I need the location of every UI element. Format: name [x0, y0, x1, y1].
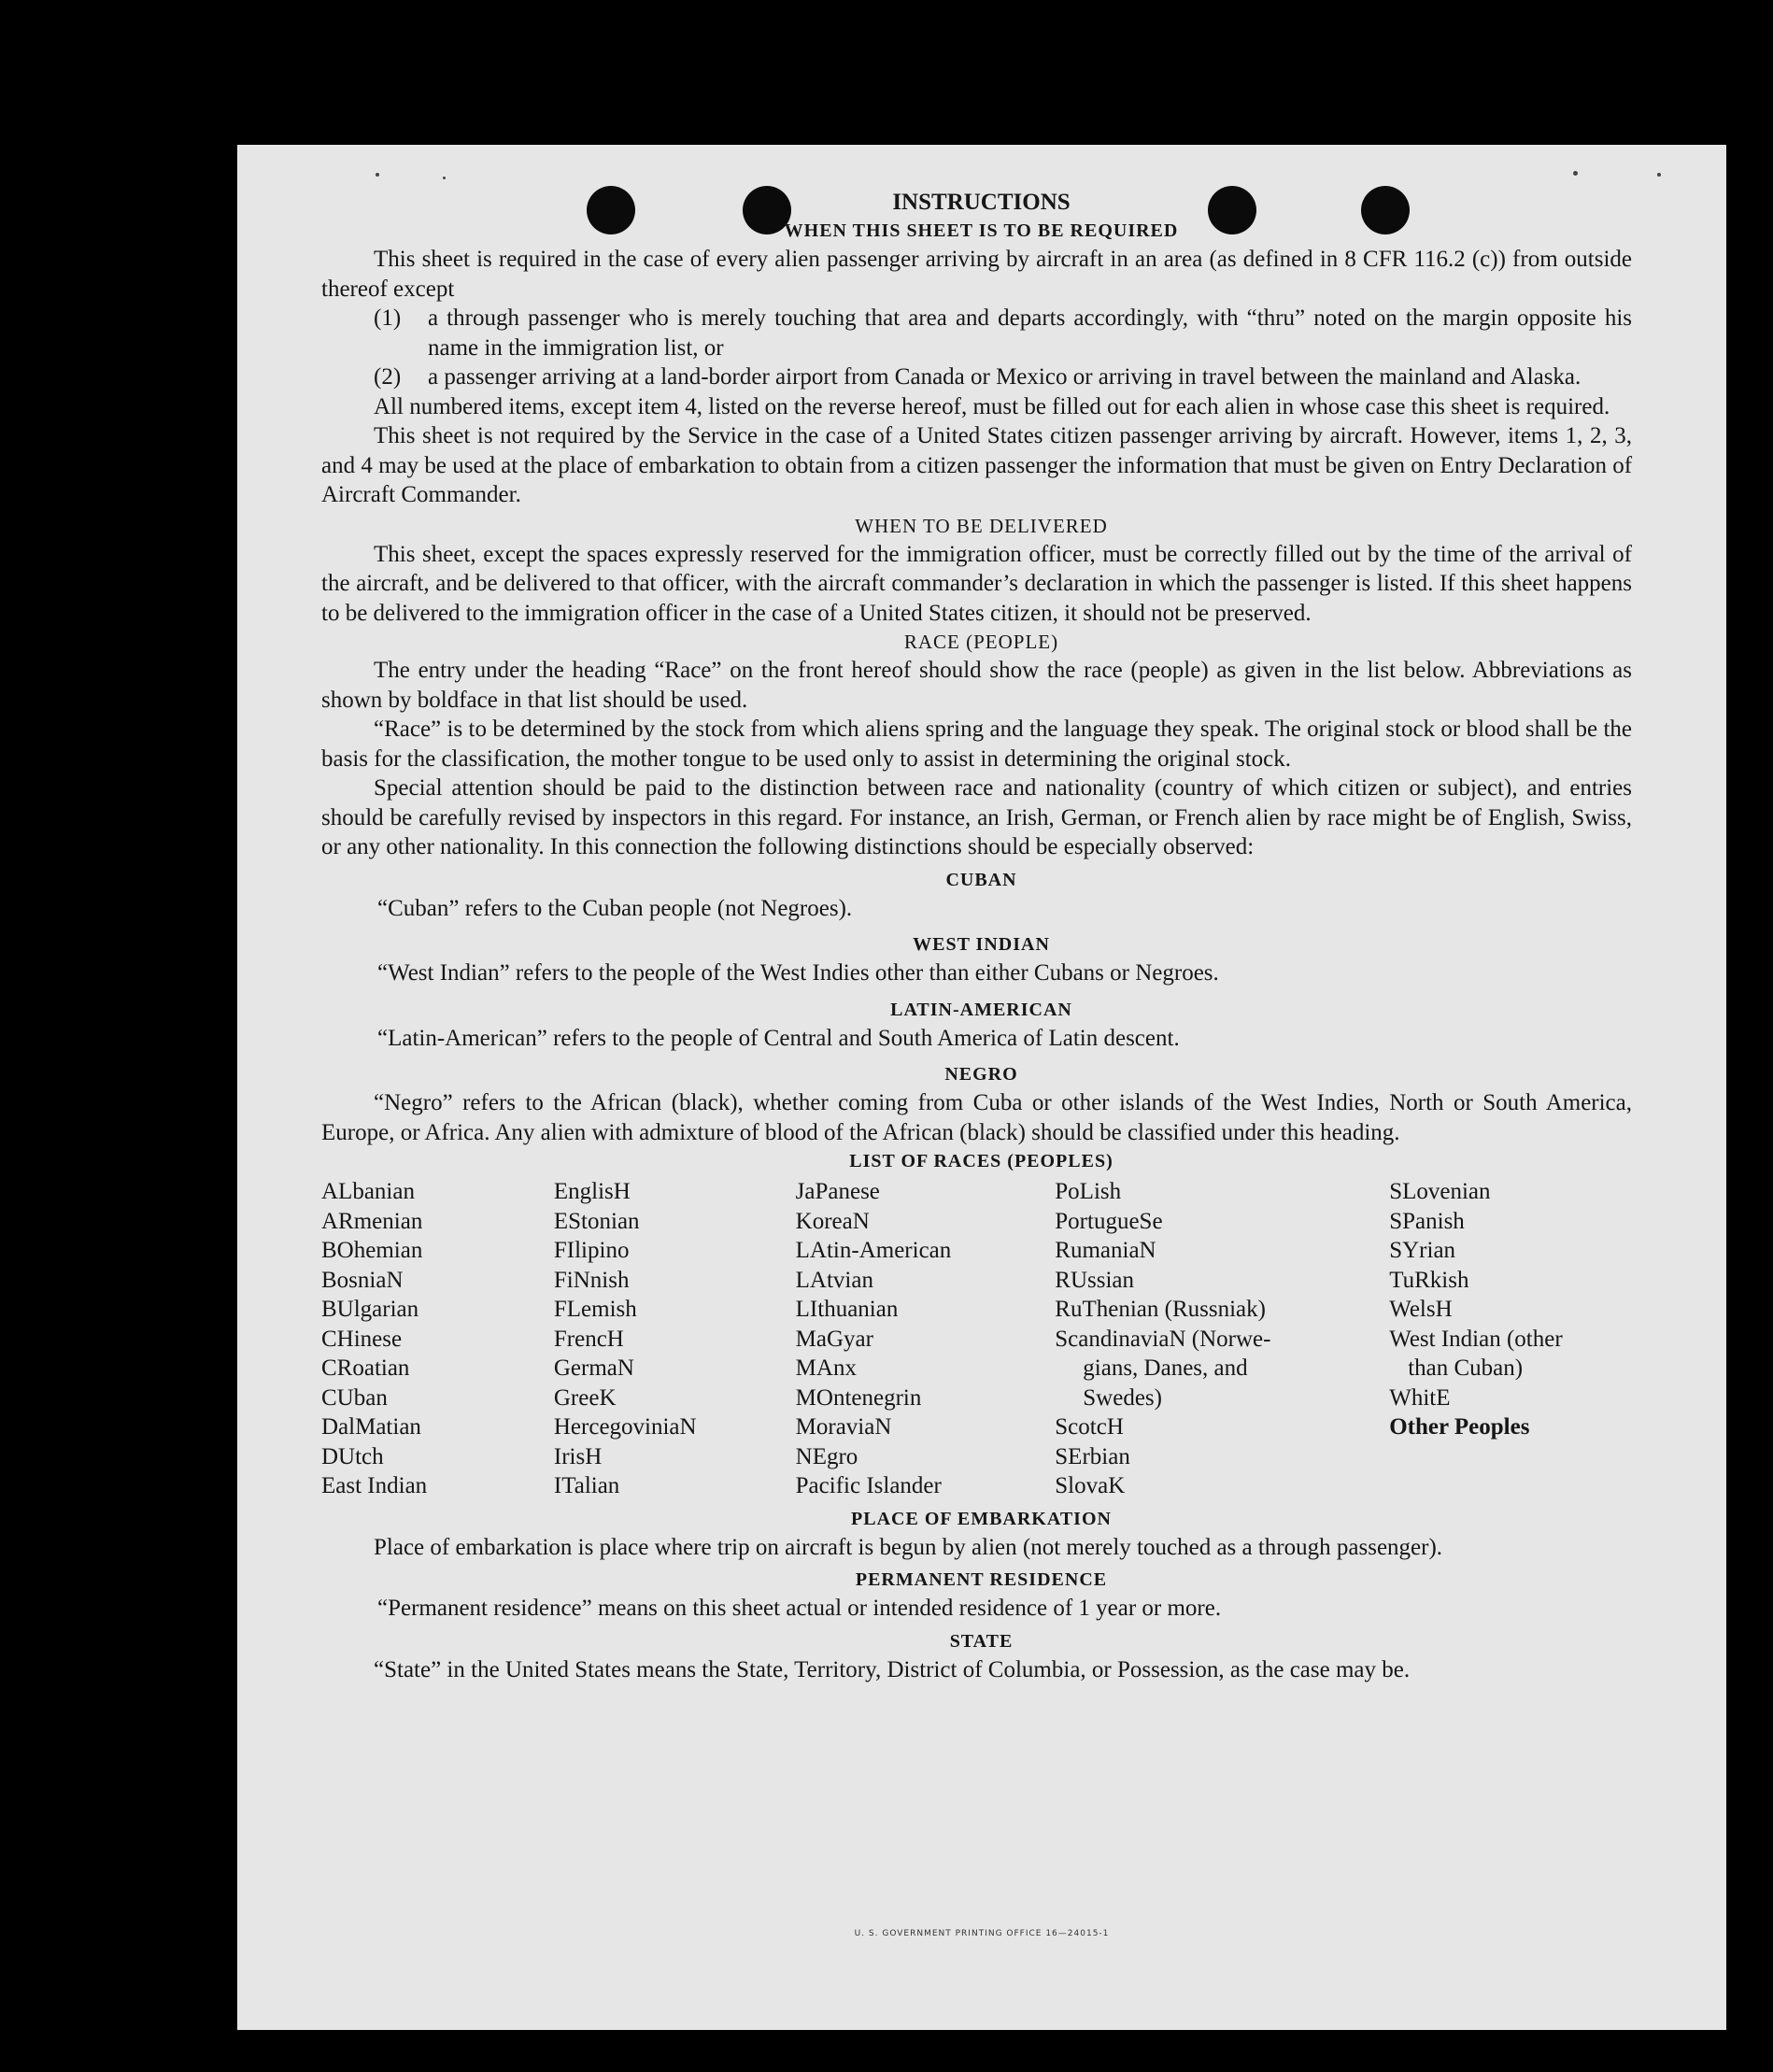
instructions-content	[321, 189, 1632, 1684]
required-para-2: All numbered items, except item 4, listed on the reverse hereof, must be filled out for each alien in whose case this sheet is required.	[374, 393, 1610, 419]
item-number: (2)	[374, 364, 402, 390]
negro-text: “Negro” refers to the African (black), whether coming from Cuba or other islands of the West Indies, North or South America, Europe, or Africa. Any alien with admixture of blood of the African (black) should be classified under this heading.	[321, 1090, 1632, 1145]
race-entry: LAtin-American	[795, 1238, 952, 1263]
dust-speck	[1573, 171, 1578, 176]
race-entry: ScotcH	[1055, 1414, 1124, 1440]
page-title: INSTRUCTIONS	[892, 190, 1071, 215]
race-entry: RUssian	[1055, 1267, 1135, 1293]
residence-text: “Permanent residence” means on this sheet actual or intended residence of 1 year or more.	[377, 1596, 1222, 1621]
race-entry: GreeK	[553, 1384, 617, 1411]
heading-negro: NEGRO	[944, 1064, 1018, 1085]
heading-state: STATE	[949, 1630, 1014, 1652]
race-entry: DUtch	[321, 1443, 384, 1469]
race-entry: Swedes)	[1083, 1384, 1162, 1411]
race-entry: PortugueSe	[1055, 1208, 1163, 1234]
race-entry: EStonian	[553, 1208, 640, 1234]
race-entry: TuRkish	[1389, 1267, 1469, 1293]
races-column-4	[1055, 1177, 1389, 1501]
heading-residence: PERMANENT RESIDENCE	[855, 1569, 1108, 1590]
heading-cuban: CUBAN	[945, 869, 1017, 890]
race-entry: CRoatian	[321, 1355, 410, 1381]
race-entry: ITalian	[553, 1473, 620, 1498]
west-indian-text: “West Indian” refers to the people of the West Indies other than either Cubans or Negroes.	[377, 960, 1219, 986]
race-entry: CHinese	[321, 1326, 403, 1352]
race-entry: IrisH	[553, 1443, 603, 1469]
race-entry: RuThenian (Russniak)	[1055, 1297, 1266, 1322]
heading-embarkation: PLACE OF EMBARKATION	[851, 1508, 1112, 1529]
race-entry: JaPanese	[795, 1179, 880, 1204]
race-para-3: Special attention should be paid to the distinction between race and nationality (country of which citizen or subject), and entries should be carefully revised by inspectors in this regard. For instance, an Irish, German, or French alien by race might be of English, Swiss, or any other nationality. In this connection the following distinctions should be especially observed:	[321, 775, 1632, 859]
race-entry: NEgro	[795, 1443, 858, 1469]
heading-when-required: WHEN THIS SHEET IS TO BE REQUIRED	[784, 220, 1179, 241]
cuban-text: “Cuban” refers to the Cuban people (not Negroes).	[377, 895, 853, 921]
state-text: “State” in the United States means the State, Territory, District of Columbia, or Possession, as the case may be.	[374, 1656, 1411, 1682]
race-entry: MaGyar	[795, 1326, 873, 1352]
race-entry: BosniaN	[321, 1267, 404, 1293]
race-entry: WhitE	[1389, 1384, 1451, 1411]
latin-american-text: “Latin-American” refers to the people of Central and South America of Latin descent.	[377, 1025, 1180, 1051]
race-entry: MAnx	[795, 1355, 857, 1381]
race-entry: CUban	[321, 1384, 388, 1411]
race-entry: ScandinaviaN (Norwe-	[1055, 1326, 1271, 1352]
race-entry: FiNnish	[553, 1267, 630, 1293]
dust-speck	[1657, 173, 1661, 177]
heading-when-delivered: WHEN TO BE DELIVERED	[855, 514, 1108, 537]
race-entry: West Indian (other	[1389, 1326, 1563, 1352]
required-para-3: This sheet is not required by the Service in the case of a United States citizen passenger arriving by aircraft. However, items 1, 2, 3, and 4 may be used at the place of embarkation to obtain from a citizen passenger the information that must be given on Entry Declaration of Aircraft Commander.	[321, 423, 1633, 507]
race-entry: SPanish	[1389, 1208, 1465, 1234]
race-entry: MoraviaN	[795, 1414, 892, 1440]
race-entry: SLovenian	[1389, 1179, 1491, 1204]
race-entry: LIthuanian	[795, 1297, 899, 1322]
race-entry: SYrian	[1389, 1238, 1456, 1263]
race-entry: BUlgarian	[321, 1297, 419, 1322]
race-entry: KoreaN	[795, 1208, 870, 1234]
race-entry: SErbian	[1055, 1443, 1130, 1469]
race-entry: SlovaK	[1055, 1473, 1126, 1498]
race-entry: GermaN	[553, 1355, 634, 1381]
race-entry: RumaniaN	[1055, 1238, 1156, 1263]
item-text: a through passenger who is merely touching that area and departs accordingly, with “thru” noted on the margin opposite his name in the immigration list, or	[428, 305, 1632, 361]
races-column-5	[1389, 1177, 1632, 1501]
race-entry: MOntenegrin	[795, 1384, 922, 1411]
race-para-1: The entry under the heading “Race” on the front hereof should show the race (people) as given in the list below. Abbreviations as shown by boldface in that list should be used.	[321, 658, 1632, 713]
dust-speck	[376, 173, 379, 177]
item-text: a passenger arriving at a land-border airport from Canada or Mexico or arriving in travel between the mainland and Alaska.	[428, 364, 1582, 390]
races-list	[321, 1177, 1632, 1501]
race-para-2: “Race” is to be determined by the stock from which aliens spring and the language they speak. The original stock or blood shall be the basis for the classification, the mother tongue to be used only to assist in determining the original stock.	[321, 717, 1632, 772]
race-entry: Pacific Islander	[795, 1473, 942, 1498]
heading-west-indian: WEST INDIAN	[913, 934, 1050, 955]
exception-item-2	[321, 362, 1632, 392]
race-entry: gians, Danes, and	[1083, 1355, 1248, 1381]
race-entry: LAtvian	[795, 1267, 873, 1293]
race-entry: EnglisH	[553, 1179, 631, 1204]
race-entry: ALbanian	[321, 1179, 415, 1204]
races-column-3	[796, 1177, 1056, 1501]
race-entry: than Cuban)	[1408, 1355, 1524, 1381]
item-number: (1)	[374, 305, 402, 331]
race-entry: East Indian	[321, 1473, 428, 1498]
race-entry: Other Peoples	[1389, 1414, 1530, 1440]
race-entry: WelsH	[1389, 1297, 1453, 1322]
document-sheet	[237, 145, 1726, 2030]
heading-list-of-races: LIST OF RACES (PEOPLES)	[849, 1151, 1113, 1171]
race-entry: FrencH	[553, 1326, 624, 1352]
embarkation-text: Place of embarkation is place where trip on aircraft is begun by alien (not merely touched as a through passenger).	[374, 1534, 1443, 1560]
race-entry: ARmenian	[321, 1208, 423, 1234]
race-entry: FLemish	[553, 1297, 637, 1322]
race-entry: DalMatian	[321, 1414, 421, 1440]
race-entry: FIlipino	[553, 1238, 630, 1263]
heading-latin-american: LATIN-AMERICAN	[890, 999, 1072, 1020]
required-intro: This sheet is required in the case of every alien passenger arriving by aircraft in an area (as defined in 8 CFR 116.2 (c)) from outside thereof except	[321, 247, 1632, 302]
races-column-1	[321, 1177, 554, 1501]
heading-race: RACE (PEOPLE)	[903, 631, 1059, 653]
dust-speck	[443, 177, 446, 179]
exception-item-1	[321, 304, 1632, 362]
race-entry: PoLish	[1055, 1179, 1122, 1204]
race-entry: BOhemian	[321, 1238, 423, 1263]
race-entry: HercegoviniaN	[553, 1414, 697, 1440]
delivered-text: This sheet, except the spaces expressly reserved for the immigration officer, must be correctly filled out by the time of the arrival of the aircraft, and be delivered to that officer, with the aircraft commander’s declaration in which the passenger is listed. If this sheet happens to be delivered to the immigration officer in the case of a United States citizen, it should not be preserved.	[321, 541, 1632, 626]
races-column-2	[554, 1177, 796, 1501]
printing-office-imprint: U. S. GOVERNMENT PRINTING OFFICE 16—24015-1	[854, 1929, 1110, 1938]
